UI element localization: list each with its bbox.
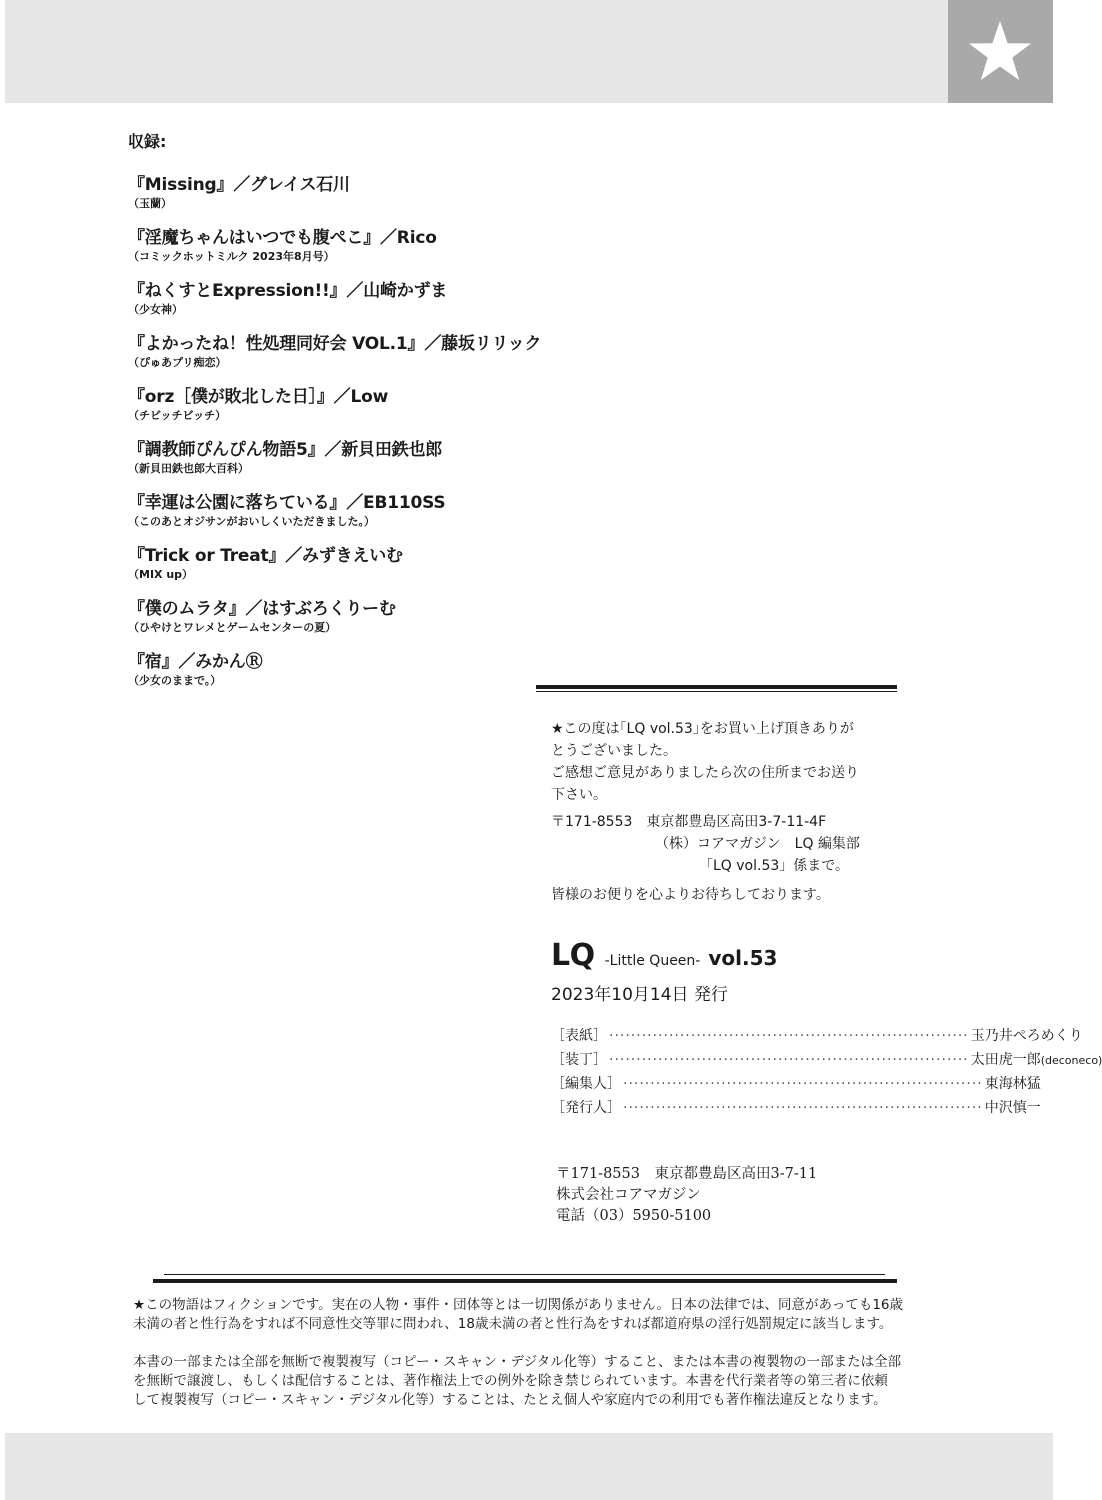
credit-row bbox=[551, 1096, 1041, 1120]
list-item bbox=[128, 227, 548, 280]
credit-row bbox=[551, 1048, 1102, 1072]
list-item bbox=[128, 174, 548, 227]
list-item bbox=[128, 651, 548, 704]
divider-thin bbox=[164, 1274, 885, 1275]
list-item bbox=[128, 386, 548, 439]
publisher-info bbox=[556, 1164, 817, 1227]
fiction-notice-line: 未満の者と性行為をすれば不同意性交等罪に問われ、18歳未満の者と性行為をすれば都道府県の淫行処罰規定に該当します。 bbox=[133, 1316, 893, 1332]
entry-title: 『僕のムラタ』／はすぶろくりーむ bbox=[128, 599, 396, 619]
mail-address-line: 〒171-8553 東京都豊島区高田3-7-11-4F bbox=[551, 814, 827, 830]
magazine-info bbox=[551, 938, 896, 1007]
publisher-address: 〒171-8553 東京都豊島区高田3-7-11 bbox=[556, 1166, 818, 1182]
list-item bbox=[128, 280, 548, 333]
divider-thin bbox=[536, 691, 897, 692]
credit-role: ［編集人］ bbox=[551, 1076, 621, 1092]
list-item bbox=[128, 545, 548, 598]
mail-department-line: （株）コアマガジン LQ 編集部 bbox=[655, 836, 860, 852]
contents-list bbox=[128, 132, 548, 704]
credits-table bbox=[551, 1024, 1102, 1120]
dot-leader: ·································································· bbox=[623, 1076, 983, 1092]
reader-message bbox=[551, 718, 896, 906]
message-line: ★この度は｢LQ vol.53｣をお買い上げ頂きありが bbox=[551, 721, 854, 737]
legal-notices bbox=[133, 1296, 933, 1410]
entry-source: （コミックホットミルク 2023年8月号） bbox=[128, 250, 335, 263]
mail-attention-line: 「LQ vol.53」係まで。 bbox=[699, 858, 849, 874]
footer-band bbox=[5, 1433, 1053, 1500]
entry-source: （MIX up） bbox=[128, 568, 194, 581]
magazine-title: LQ bbox=[551, 938, 595, 973]
closing-line: 皆様のお便りを心よりお待ちしております。 bbox=[551, 887, 830, 903]
magazine-title-row bbox=[551, 938, 896, 979]
contents-heading: 収録: bbox=[128, 132, 167, 151]
credit-name: 東海林猛 bbox=[984, 1076, 1041, 1092]
divider-thick bbox=[153, 1279, 897, 1283]
entry-title: 『Trick or Treat』／みずきえいむ bbox=[128, 546, 403, 566]
entry-title: 『orz［僕が敗北した日］』／Low bbox=[128, 387, 389, 407]
entry-source: （ぴゅあプリ痴恋） bbox=[128, 356, 227, 369]
message-line: ご感想ご意見がありましたら次の住所までお送り bbox=[551, 765, 859, 781]
divider-thick bbox=[536, 685, 897, 689]
copyright-notice-line: を無断で譲渡し、もしくは配信することは、著作権法上での例外を除き禁じられています。本書を代行業者等の第三者に依頼 bbox=[133, 1373, 888, 1389]
list-item bbox=[128, 333, 548, 386]
copyright-notice-line: して複製複写（コピー・スキャン・デジタル化等）することは、たとえ個人や家庭内での利用でも著作権法違反となります。 bbox=[133, 1392, 887, 1408]
entry-source: （少女のままで。） bbox=[128, 674, 222, 687]
publisher-phone: 電話（03）5950-5100 bbox=[556, 1208, 712, 1224]
header-band bbox=[5, 0, 1053, 103]
list-item bbox=[128, 492, 548, 545]
message-line: とうございました。 bbox=[551, 743, 677, 759]
entry-source: （チビッチビッチ） bbox=[128, 409, 227, 422]
dot-leader: ·································································· bbox=[609, 1028, 969, 1044]
credit-name: 太田虎一郎 bbox=[970, 1052, 1041, 1068]
entry-source: （このあとオジサンがおいしくいただきました。） bbox=[128, 515, 375, 528]
entry-title: 『ねくすとExpression!!』／山崎かずま bbox=[128, 281, 448, 301]
entry-source: （少女神） bbox=[128, 303, 183, 316]
publisher-company: 株式会社コアマガジン bbox=[556, 1187, 701, 1203]
credit-row bbox=[551, 1024, 1083, 1048]
dot-leader: ·································································· bbox=[623, 1100, 983, 1116]
entry-title: 『宿』／みかんⓇ bbox=[128, 652, 263, 672]
entry-source: （ひやけとワレメとゲームセンターの夏） bbox=[128, 621, 337, 634]
credit-row bbox=[551, 1072, 1041, 1096]
credit-name: 玉乃井ぺろめくり bbox=[970, 1028, 1083, 1044]
entry-title: 『よかったね！性処理同好会 VOL.1』／藤坂リリック bbox=[128, 334, 542, 354]
entry-title: 『Missing』／グレイス石川 bbox=[128, 175, 350, 195]
issue-date: 2023年10月14日 発行 bbox=[551, 985, 728, 1005]
credit-role: ［発行人］ bbox=[551, 1100, 621, 1116]
entry-title: 『淫魔ちゃんはいつでも腹ぺこ』／Rico bbox=[128, 228, 437, 248]
credit-name: 中沢慎一 bbox=[984, 1100, 1041, 1116]
entry-title: 『調教師ぴんぴん物語5』／新貝田鉄也郎 bbox=[128, 440, 443, 460]
magazine-subtitle: -Little Queen- bbox=[604, 953, 701, 969]
entry-source: （新貝田鉄也郎大百科） bbox=[128, 462, 249, 475]
list-item bbox=[128, 598, 548, 651]
magazine-volume: vol.53 bbox=[708, 946, 778, 970]
credit-role: ［表紙］ bbox=[551, 1028, 607, 1044]
fiction-notice-line: ★この物語はフィクションです。実在の人物・事件・団体等とは一切関係がありません。日本の法律では、同意があっても16歳 bbox=[133, 1297, 904, 1313]
copyright-notice-line: 本書の一部または全部を無断で複製複写（コピー・スキャン・デジタル化等）すること、または本書の複製物の一部または全部 bbox=[133, 1354, 902, 1370]
list-item bbox=[128, 439, 548, 492]
credit-role: ［装丁］ bbox=[551, 1052, 607, 1068]
credit-note: (deconeco) bbox=[1040, 1054, 1102, 1067]
star-icon bbox=[967, 19, 1033, 83]
dot-leader: ·································································· bbox=[609, 1052, 969, 1068]
message-line: 下さい。 bbox=[551, 787, 607, 803]
entry-title: 『幸運は公園に落ちている』／EB110SS bbox=[128, 493, 446, 513]
entry-source: （玉蘭） bbox=[128, 197, 172, 210]
star-badge bbox=[948, 0, 1053, 103]
